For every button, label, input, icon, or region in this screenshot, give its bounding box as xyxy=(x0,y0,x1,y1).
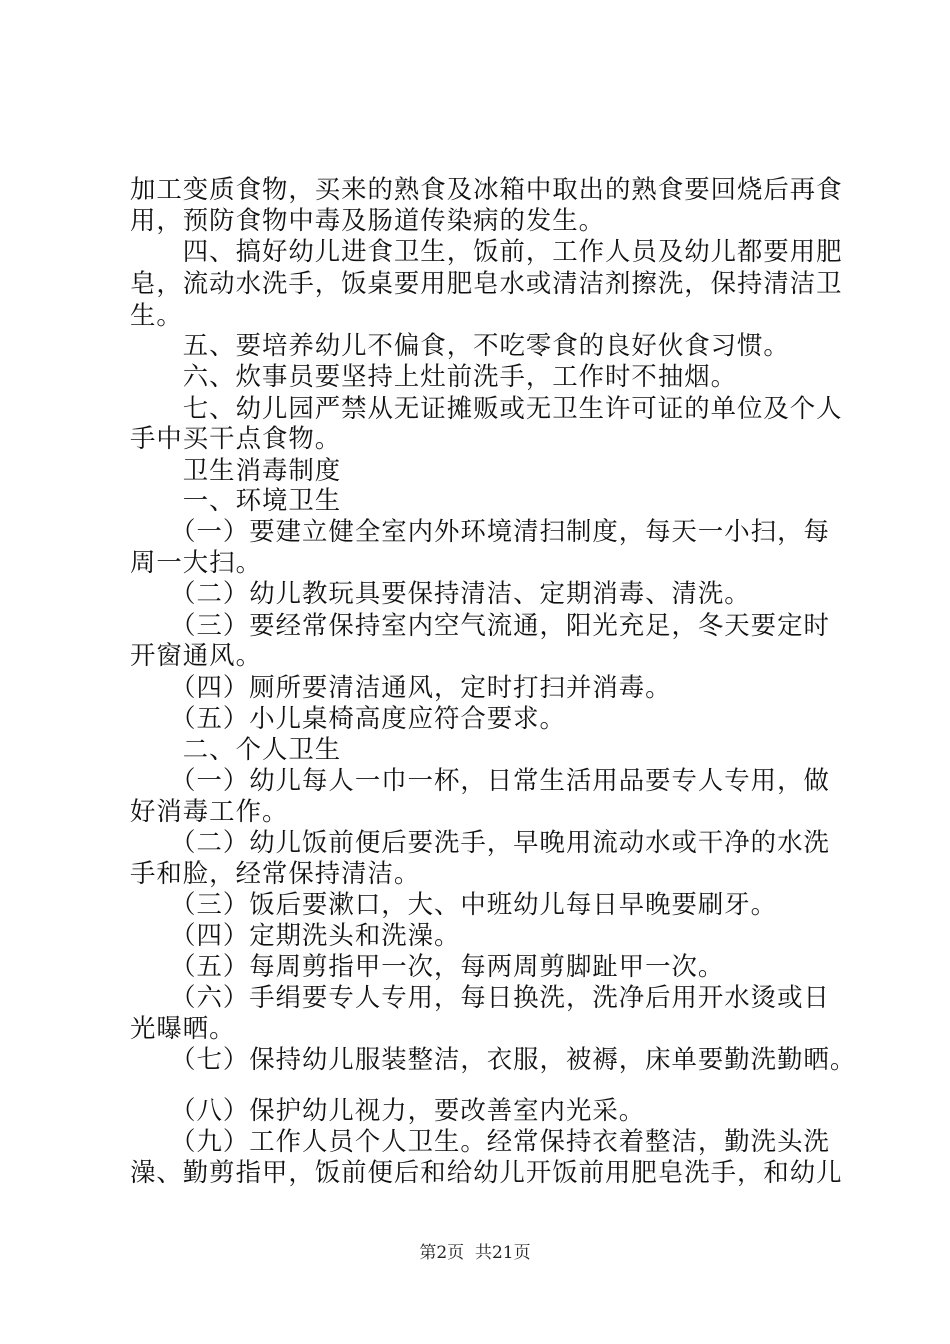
subsection-heading: 二、个人卫生 xyxy=(130,734,342,764)
text-line: 加工变质食物，买来的熟食及冰箱中取出的熟食要回烧后再食 xyxy=(130,174,843,204)
text-line: （四）厕所要清洁通风，定时打扫并消毒。 xyxy=(130,672,672,702)
text-line: 六、炊事员要坚持上灶前洗手，工作时不抽烟。 xyxy=(130,361,737,391)
text-line: （二）幼儿饭前便后要洗手，早晚用流动水或干净的水洗 xyxy=(130,827,830,857)
text-line: （七）保持幼儿服装整洁，衣服，被褥，床单要勤洗勤晒。 xyxy=(130,1044,857,1074)
text-line: 光曝晒。 xyxy=(130,1013,236,1043)
text-line: （五）小儿桌椅高度应符合要求。 xyxy=(130,703,566,733)
text-line: 生。 xyxy=(130,300,183,330)
text-line: （三）要经常保持室内空气流通，阳光充足，冬天要定时 xyxy=(130,610,830,640)
text-line: 用，预防食物中毒及肠道传染病的发生。 xyxy=(130,205,606,235)
text-line: （九）工作人员个人卫生。经常保持衣着整洁，勤洗头洗 xyxy=(130,1126,830,1156)
text-line: 七、幼儿园严禁从无证摊贩或无卫生许可证的单位及个人 xyxy=(130,393,843,423)
text-line: （八）保护幼儿视力，要改善室内光采。 xyxy=(130,1095,646,1125)
text-line: 好消毒工作。 xyxy=(130,796,289,826)
text-line: 澡、勤剪指甲，饭前便后和给幼儿开饭前用肥皂洗手，和幼儿 xyxy=(130,1157,843,1187)
text-line: （五）每周剪指甲一次，每两周剪脚趾甲一次。 xyxy=(130,951,725,981)
text-line: （一）幼儿每人一巾一杯，日常生活用品要专人专用，做 xyxy=(130,765,830,795)
subsection-heading: 一、环境卫生 xyxy=(130,485,342,515)
text-line: （二）幼儿教玩具要保持清洁、定期消毒、清洗。 xyxy=(130,578,751,608)
text-line: 皂，流动水洗手，饭桌要用肥皂水或清洁剂擦洗，保持清洁卫 xyxy=(130,268,843,298)
text-line: 手中买干点食物。 xyxy=(130,423,342,453)
text-line: 四、搞好幼儿进食卫生，饭前，工作人员及幼儿都要用肥 xyxy=(130,236,843,266)
page-footer xyxy=(0,1242,950,1264)
text-line: 手和脸，经常保持清洁。 xyxy=(130,858,421,888)
text-line: 开窗通风。 xyxy=(130,640,262,670)
text-line: （六）手绢要专人专用，每日换洗，洗净后用开水烫或日 xyxy=(130,982,830,1012)
text-line: （四）定期洗头和洗澡。 xyxy=(130,920,461,950)
text-line: 周一大扫。 xyxy=(130,547,262,577)
section-heading: 卫生消毒制度 xyxy=(130,455,342,485)
text-line: （一）要建立健全室内外环境清扫制度，每天一小扫，每 xyxy=(130,516,830,546)
page-number-label: 第2页 共21页 xyxy=(419,1243,531,1263)
text-line: 五、要培养幼儿不偏食，不吃零食的良好伙食习惯。 xyxy=(130,330,790,360)
text-line: （三）饭后要漱口，大、中班幼儿每日早晚要刷牙。 xyxy=(130,889,778,919)
